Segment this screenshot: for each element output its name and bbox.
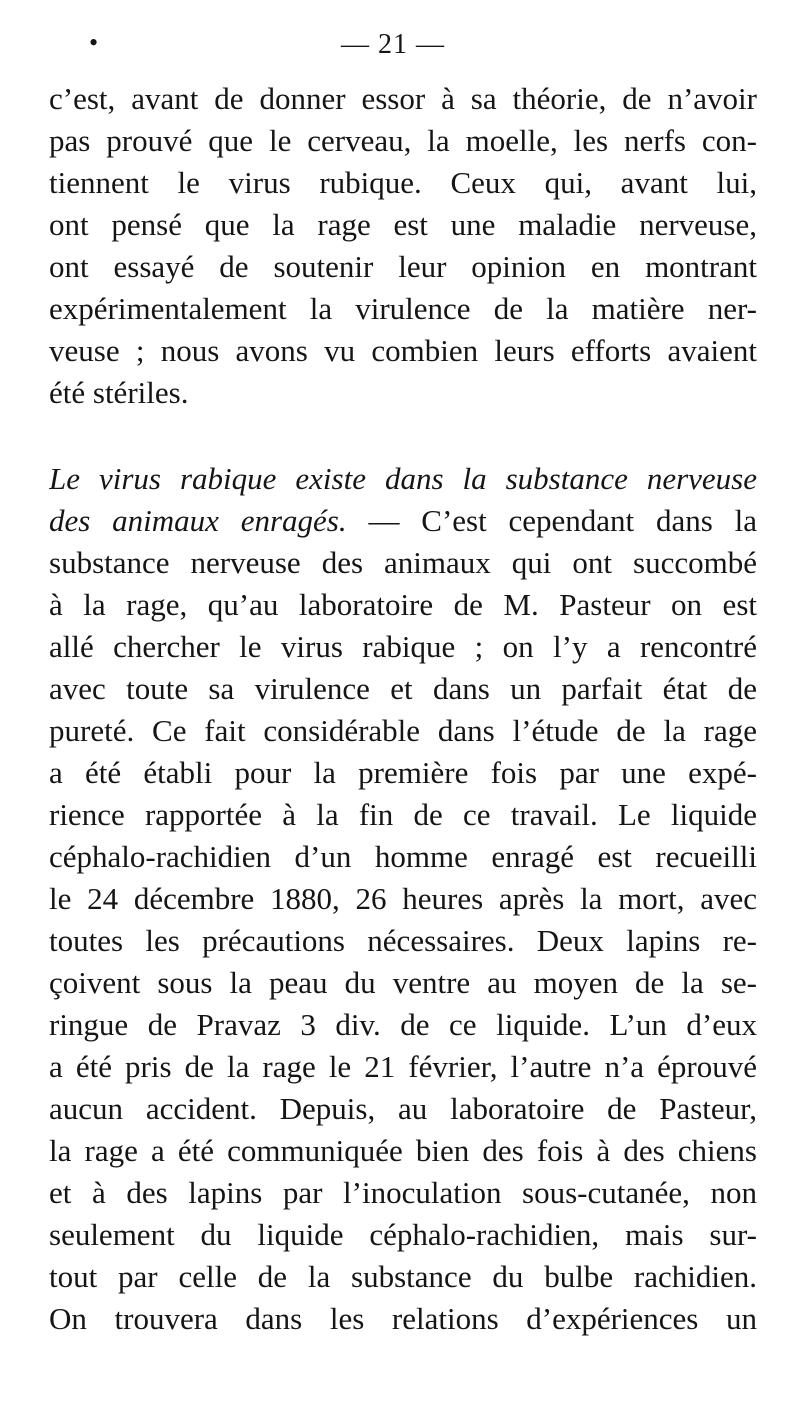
paragraph-1 bbox=[49, 78, 757, 414]
text-line: pas prouvé que le cerveau, la moelle, les nerfs con- bbox=[49, 123, 757, 158]
text-line: à la rage, qu’au laboratoire de M. Pasteur on est bbox=[49, 587, 757, 622]
text-line: pureté. Ce fait considérable dans l’étude de la rage bbox=[49, 713, 757, 748]
text-line: ringue de Pravaz 3 div. de ce liquide. L’un d’eux bbox=[49, 1007, 757, 1042]
text-line: rience rapportée à la fin de ce travail. Le liquide bbox=[49, 797, 757, 832]
text-line: la rage a été communiquée bien des fois à des chiens bbox=[49, 1133, 757, 1168]
section-heading-rest: — C’est cependant dans la bbox=[346, 503, 757, 538]
text-line: allé chercher le virus rabique ; on l’y a rencontré bbox=[49, 629, 757, 664]
text-line: c’est, avant de donner essor à sa théorie, de n’avoir bbox=[49, 81, 757, 116]
text-line: toutes les précautions nécessaires. Deux lapins re- bbox=[49, 923, 757, 958]
paragraph-2 bbox=[49, 458, 757, 1340]
text-line: a été établi pour la première fois par une expé- bbox=[49, 755, 757, 790]
section-heading-line: Le virus rabique existe dans la substance nerveuse bbox=[49, 461, 757, 496]
text-line: expérimentalement la virulence de la matière ner- bbox=[49, 291, 757, 326]
text-line: ont pensé que la rage est une maladie nerveuse, bbox=[49, 207, 757, 242]
text-line: céphalo-rachidien d’un homme enragé est recueilli bbox=[49, 839, 757, 874]
text-line: aucun accident. Depuis, au laboratoire de Pasteur, bbox=[49, 1091, 757, 1126]
text-line: avec toute sa virulence et dans un parfait état de bbox=[49, 671, 757, 706]
text-line: substance nerveuse des animaux qui ont succombé bbox=[49, 545, 757, 580]
text-line: été stériles. bbox=[49, 375, 189, 410]
page-number: — 21 — bbox=[341, 29, 445, 60]
section-heading-line bbox=[49, 500, 757, 542]
text-line: çoivent sous la peau du ventre au moyen de la se- bbox=[49, 965, 757, 1000]
text-line: seulement du liquide céphalo-rachidien, mais sur- bbox=[49, 1217, 757, 1252]
page-bullet: • bbox=[89, 28, 99, 57]
text-line: On trouvera dans les relations d’expériences un bbox=[49, 1301, 757, 1336]
text-line: tiennent le virus rubique. Ceux qui, avant lui, bbox=[49, 165, 757, 200]
text-line: ont essayé de soutenir leur opinion en montrant bbox=[49, 249, 757, 284]
text-line: veuse ; nous avons vu combien leurs efforts avaient bbox=[49, 333, 757, 368]
text-line: tout par celle de la substance du bulbe rachidien. bbox=[49, 1259, 757, 1294]
text-line: a été pris de la rage le 21 février, l’autre n’a éprouvé bbox=[49, 1049, 757, 1084]
paragraph-gap bbox=[49, 414, 757, 458]
section-heading-italic: des animaux enragés. bbox=[49, 503, 347, 538]
text-line: le 24 décembre 1880, 26 heures après la mort, avec bbox=[49, 881, 757, 916]
text-line: et à des lapins par l’inoculation sous-cutanée, non bbox=[49, 1175, 757, 1210]
page-body bbox=[49, 78, 757, 1340]
